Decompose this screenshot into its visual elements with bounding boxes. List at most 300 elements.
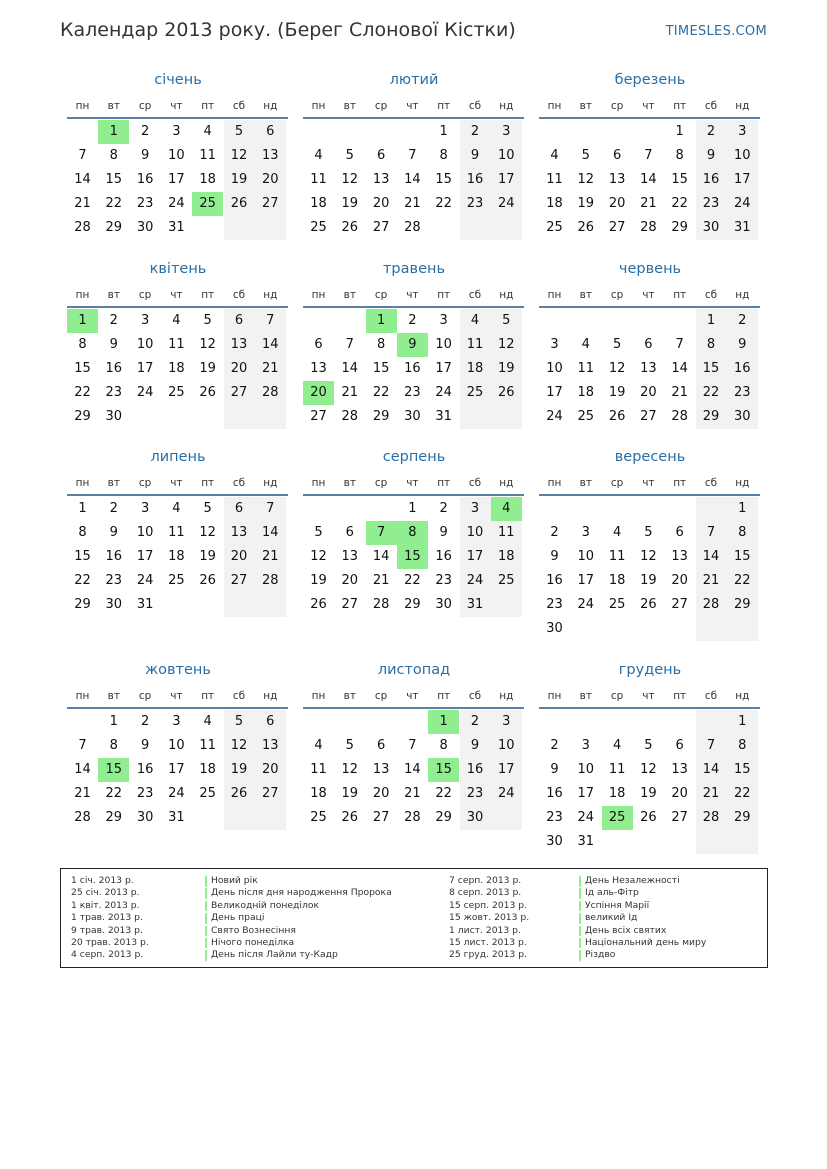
day-cell: 19 (640, 573, 657, 588)
legend-marker (205, 938, 207, 949)
legend-name-text: День всіх святих (585, 924, 667, 936)
day-cell: 26 (640, 597, 657, 612)
legend-holiday-name (579, 900, 706, 912)
day-cell: 5 (234, 124, 244, 139)
day-cell: 2 (140, 714, 150, 729)
weekend-cell (491, 593, 522, 617)
header-divider (67, 306, 288, 308)
day-grid (303, 497, 524, 641)
day-cell: 18 (577, 385, 595, 400)
day-cell: 10 (136, 525, 154, 540)
weekday-label: пн (547, 100, 562, 112)
legend-marker (205, 950, 207, 961)
header-divider (539, 494, 760, 496)
weekday-label: пн (75, 100, 90, 112)
day-cell: 4 (470, 313, 480, 328)
holiday-day: 9 (397, 333, 428, 357)
day-cell: 21 (74, 196, 91, 211)
legend-marker (205, 913, 207, 924)
day-cell: 26 (199, 573, 216, 588)
header-divider (539, 117, 760, 119)
day-cell: 11 (498, 525, 515, 540)
weekend-cell (727, 830, 758, 854)
weekday-label: сб (232, 477, 246, 489)
day-cell: 22 (702, 385, 720, 400)
weekday-label: чт (170, 477, 183, 489)
day-cell: 27 (640, 409, 657, 424)
weekday-label: чт (406, 477, 419, 489)
day-cell: 17 (136, 549, 154, 564)
day-cell: 30 (105, 597, 123, 612)
weekday-header (303, 690, 523, 706)
day-cell: 13 (262, 148, 279, 163)
day-cell: 8 (109, 148, 118, 163)
day-cell: 22 (734, 786, 751, 801)
weekday-label: нд (263, 289, 278, 301)
day-cell: 30 (136, 810, 154, 825)
day-cell: 14 (640, 172, 657, 187)
day-cell: 16 (546, 786, 563, 801)
day-cell: 7 (675, 337, 684, 352)
day-cell: 10 (546, 361, 563, 376)
day-cell: 1 (109, 714, 118, 729)
day-cell: 6 (234, 313, 244, 328)
day-cell: 25 (168, 385, 185, 400)
day-cell: 20 (262, 172, 279, 187)
day-cell: 12 (341, 762, 359, 777)
day-cell: 15 (702, 361, 720, 376)
day-cell: 15 (734, 762, 751, 777)
holiday-legend (60, 868, 768, 968)
day-cell: 6 (266, 714, 275, 729)
day-cell: 16 (136, 172, 154, 187)
day-cell: 30 (734, 409, 751, 424)
weekday-label: вт (107, 477, 120, 489)
day-grid (539, 309, 760, 453)
day-cell: 20 (230, 549, 248, 564)
day-cell: 16 (466, 172, 484, 187)
weekday-header (67, 690, 287, 706)
day-cell: 29 (105, 220, 123, 235)
header-divider (67, 117, 288, 119)
day-cell: 14 (262, 525, 279, 540)
header-divider (539, 306, 760, 308)
day-cell: 15 (105, 172, 123, 187)
day-cell: 22 (671, 196, 688, 211)
weekday-label: вт (107, 289, 120, 301)
holiday-day: 1 (98, 120, 129, 144)
day-cell: 24 (498, 786, 515, 801)
weekday-label: чт (642, 477, 655, 489)
weekday-label: сб (232, 690, 246, 702)
day-cell: 28 (262, 385, 279, 400)
month-name: травень (382, 261, 446, 277)
day-cell: 11 (577, 361, 595, 376)
day-cell: 23 (136, 786, 154, 801)
weekend-cell (491, 405, 522, 429)
weekday-label: пт (437, 289, 451, 301)
legend-date: 20 трав. 2013 р. (71, 936, 149, 948)
day-cell: 22 (734, 573, 751, 588)
day-cell: 23 (136, 196, 154, 211)
day-cell: 25 (608, 597, 626, 612)
weekday-header (67, 289, 287, 305)
legend-name-text: Свято Вознесіння (211, 924, 296, 936)
weekday-label: нд (735, 100, 750, 112)
day-cell: 23 (702, 196, 720, 211)
weekday-label: пн (311, 477, 326, 489)
day-cell: 12 (199, 337, 216, 352)
day-cell: 27 (262, 196, 279, 211)
day-cell: 11 (310, 762, 327, 777)
day-cell: 30 (435, 597, 452, 612)
weekday-label: сб (468, 289, 482, 301)
day-grid (67, 497, 288, 641)
day-cell: 26 (498, 385, 515, 400)
day-cell: 20 (671, 786, 688, 801)
day-cell: 25 (546, 220, 563, 235)
day-cell: 9 (140, 738, 150, 753)
day-cell: 27 (262, 786, 279, 801)
day-cell: 23 (466, 786, 484, 801)
legend-date: 1 квіт. 2013 р. (71, 899, 140, 911)
weekday-label: нд (263, 690, 278, 702)
day-cell: 9 (470, 738, 480, 753)
weekday-label: пт (673, 289, 687, 301)
day-cell: 18 (168, 549, 185, 564)
weekday-label: пн (75, 690, 90, 702)
weekday-label: пн (547, 690, 562, 702)
day-cell: 5 (644, 738, 653, 753)
day-cell: 28 (702, 597, 720, 612)
weekday-label: сб (468, 100, 482, 112)
day-cell: 7 (706, 525, 716, 540)
day-cell: 3 (470, 501, 480, 516)
day-cell: 23 (105, 573, 123, 588)
day-cell: 20 (372, 196, 390, 211)
day-cell: 3 (581, 738, 590, 753)
day-cell: 20 (608, 196, 626, 211)
day-cell: 22 (74, 385, 91, 400)
weekday-label: нд (499, 477, 514, 489)
day-cell: 7 (408, 738, 417, 753)
day-cell: 12 (640, 762, 657, 777)
day-cell: 26 (341, 220, 359, 235)
weekday-label: вт (107, 100, 120, 112)
day-cell: 18 (310, 786, 327, 801)
day-cell: 19 (341, 196, 359, 211)
day-cell: 18 (199, 172, 216, 187)
holiday-day: 4 (491, 497, 522, 521)
weekend-cell (696, 830, 727, 854)
weekday-label: чт (406, 289, 419, 301)
legend-date: 25 січ. 2013 р. (71, 887, 140, 899)
holiday-day: 15 (428, 758, 459, 782)
day-cell: 17 (466, 549, 484, 564)
day-cell: 29 (671, 220, 688, 235)
day-cell: 6 (376, 148, 386, 163)
day-cell: 31 (577, 834, 595, 849)
weekday-label: пт (437, 100, 451, 112)
header-divider (303, 707, 524, 709)
weekday-label: вт (579, 477, 592, 489)
day-cell: 15 (74, 361, 91, 376)
day-cell: 1 (675, 124, 684, 139)
legend-date: 1 лист. 2013 р. (449, 924, 521, 936)
day-cell: 6 (675, 525, 684, 540)
day-cell: 10 (136, 337, 154, 352)
day-cell: 15 (74, 549, 91, 564)
weekday-label: нд (263, 100, 278, 112)
legend-marker (579, 926, 581, 937)
weekday-label: ср (610, 289, 624, 301)
day-cell: 28 (404, 810, 421, 825)
day-cell: 2 (439, 501, 448, 516)
day-cell: 27 (372, 810, 390, 825)
weekday-label: пт (673, 477, 687, 489)
day-cell: 27 (230, 385, 248, 400)
day-cell: 29 (372, 409, 390, 424)
site-link[interactable]: TIMESLES.COM (665, 24, 767, 39)
weekday-header (539, 690, 759, 706)
legend-name-text: великий Ід (585, 912, 638, 924)
day-cell: 16 (404, 361, 421, 376)
day-cell: 6 (376, 738, 386, 753)
day-cell: 6 (314, 337, 323, 352)
legend-holiday-name (579, 949, 706, 961)
day-grid (539, 497, 760, 641)
month-name: січень (154, 72, 202, 88)
weekday-label: сб (704, 289, 718, 301)
weekday-label: сб (232, 289, 246, 301)
day-cell: 3 (502, 714, 511, 729)
day-cell: 7 (266, 501, 275, 516)
legend-dates-left (71, 875, 149, 962)
day-cell: 10 (577, 762, 595, 777)
legend-date: 15 серп. 2013 р. (449, 899, 528, 911)
day-cell: 20 (671, 573, 688, 588)
day-cell: 26 (230, 196, 248, 211)
legend-name-text: Великодній понеділок (211, 899, 320, 911)
weekday-label: сб (704, 690, 718, 702)
day-cell: 10 (734, 148, 751, 163)
day-grid (67, 120, 288, 264)
day-cell: 12 (577, 172, 595, 187)
day-cell: 14 (702, 549, 720, 564)
day-cell: 8 (376, 337, 386, 352)
day-cell: 16 (136, 762, 154, 777)
day-cell: 14 (262, 337, 279, 352)
weekday-label: нд (499, 100, 514, 112)
day-cell: 24 (435, 385, 452, 400)
day-cell: 7 (644, 148, 653, 163)
day-cell: 4 (172, 313, 181, 328)
day-cell: 17 (734, 172, 751, 187)
day-cell: 16 (546, 573, 563, 588)
weekday-label: нд (735, 289, 750, 301)
day-cell: 21 (640, 196, 657, 211)
weekday-label: ср (138, 100, 152, 112)
day-cell: 16 (105, 549, 123, 564)
day-cell: 3 (172, 714, 181, 729)
day-cell: 4 (314, 148, 323, 163)
day-cell: 24 (136, 573, 154, 588)
day-cell: 3 (140, 313, 150, 328)
day-cell: 4 (314, 738, 323, 753)
weekday-label: пн (311, 100, 326, 112)
legend-date: 9 трав. 2013 р. (71, 924, 143, 936)
day-cell: 21 (262, 549, 279, 564)
weekday-label: сб (468, 477, 482, 489)
day-cell: 21 (74, 786, 91, 801)
day-cell: 21 (404, 786, 421, 801)
day-cell: 23 (404, 385, 421, 400)
day-cell: 25 (310, 220, 327, 235)
legend-marker (205, 926, 207, 937)
day-cell: 12 (608, 361, 626, 376)
legend-marker (579, 913, 581, 924)
day-cell: 12 (199, 525, 216, 540)
day-cell: 9 (706, 148, 716, 163)
holiday-day: 15 (98, 758, 129, 782)
day-cell: 20 (341, 573, 359, 588)
legend-holiday-name (205, 949, 392, 961)
day-cell: 6 (675, 738, 684, 753)
day-cell: 7 (345, 337, 354, 352)
legend-name-text: День Незалежності (585, 875, 680, 886)
day-cell: 20 (372, 786, 390, 801)
day-cell: 29 (105, 810, 123, 825)
day-cell: 10 (498, 148, 515, 163)
weekday-label: чт (170, 690, 183, 702)
day-cell: 17 (136, 361, 154, 376)
day-cell: 19 (199, 549, 216, 564)
weekday-label: чт (170, 100, 183, 112)
weekday-header (539, 289, 759, 305)
weekday-label: вт (579, 690, 592, 702)
header-divider (303, 494, 524, 496)
legend-names-right (579, 875, 706, 962)
day-cell: 10 (466, 525, 484, 540)
day-cell: 19 (341, 786, 359, 801)
legend-date: 25 груд. 2013 р. (449, 949, 527, 961)
weekend-cell (460, 405, 491, 429)
day-cell: 24 (734, 196, 751, 211)
day-cell: 15 (435, 172, 452, 187)
day-cell: 24 (577, 810, 595, 825)
day-cell: 25 (498, 573, 515, 588)
day-cell: 22 (105, 196, 123, 211)
day-grid (303, 309, 524, 453)
day-cell: 14 (372, 549, 390, 564)
day-cell: 31 (435, 409, 452, 424)
holiday-day: 25 (192, 192, 223, 216)
day-cell: 24 (498, 196, 515, 211)
day-cell: 9 (439, 525, 448, 540)
weekday-label: ср (374, 690, 388, 702)
weekend-cell (696, 497, 727, 521)
weekend-cell (491, 806, 522, 830)
day-cell: 12 (640, 549, 657, 564)
weekday-label: пт (437, 690, 451, 702)
day-cell: 19 (230, 762, 248, 777)
weekday-label: пн (311, 690, 326, 702)
weekday-label: ср (610, 477, 624, 489)
day-cell: 23 (734, 385, 751, 400)
day-cell: 17 (168, 172, 185, 187)
weekday-label: пт (201, 477, 215, 489)
legend-name-text: Нічого понеділка (211, 936, 295, 948)
weekday-label: пн (547, 289, 562, 301)
day-cell: 6 (266, 124, 275, 139)
day-cell: 27 (372, 220, 390, 235)
day-cell: 2 (140, 124, 150, 139)
day-cell: 14 (341, 361, 359, 376)
day-grid (303, 120, 524, 264)
legend-marker (205, 888, 207, 899)
day-cell: 8 (439, 148, 448, 163)
day-cell: 5 (203, 501, 212, 516)
day-cell: 22 (105, 786, 123, 801)
legend-name-text: Успіння Марії (585, 899, 650, 911)
legend-marker (205, 876, 207, 887)
day-cell: 28 (372, 597, 390, 612)
holiday-day: 8 (397, 521, 428, 545)
day-cell: 14 (671, 361, 688, 376)
day-cell: 10 (498, 738, 515, 753)
day-cell: 23 (546, 597, 563, 612)
header-divider (67, 707, 288, 709)
day-cell: 9 (738, 337, 747, 352)
day-cell: 29 (734, 810, 751, 825)
day-cell: 4 (172, 501, 181, 516)
legend-marker (579, 888, 581, 899)
weekday-label: ср (374, 477, 388, 489)
day-cell: 12 (230, 738, 248, 753)
weekday-label: пн (75, 477, 90, 489)
weekday-label: вт (343, 100, 356, 112)
day-cell: 30 (404, 409, 421, 424)
weekend-cell (727, 617, 758, 641)
day-cell: 5 (203, 313, 212, 328)
day-cell: 16 (734, 361, 751, 376)
weekend-cell (255, 593, 286, 617)
legend-dates-right (449, 875, 529, 962)
day-cell: 31 (734, 220, 751, 235)
day-cell: 4 (612, 525, 622, 540)
day-cell: 10 (168, 148, 185, 163)
weekday-label: вт (579, 289, 592, 301)
day-cell: 12 (498, 337, 515, 352)
day-cell: 22 (404, 573, 421, 588)
day-cell: 3 (581, 525, 590, 540)
day-cell: 5 (345, 738, 354, 753)
month-name: березень (614, 72, 686, 88)
day-cell: 15 (671, 172, 688, 187)
legend-name-text: День праці (211, 912, 265, 924)
day-grid (67, 710, 288, 854)
day-cell: 11 (608, 762, 626, 777)
weekday-label: пн (547, 477, 562, 489)
day-cell: 20 (640, 385, 657, 400)
day-cell: 28 (74, 220, 91, 235)
day-cell: 11 (608, 549, 626, 564)
weekday-label: нд (263, 477, 278, 489)
weekend-cell (491, 216, 522, 240)
day-cell: 25 (466, 385, 484, 400)
weekday-label: пт (201, 690, 215, 702)
day-cell: 9 (109, 525, 118, 540)
